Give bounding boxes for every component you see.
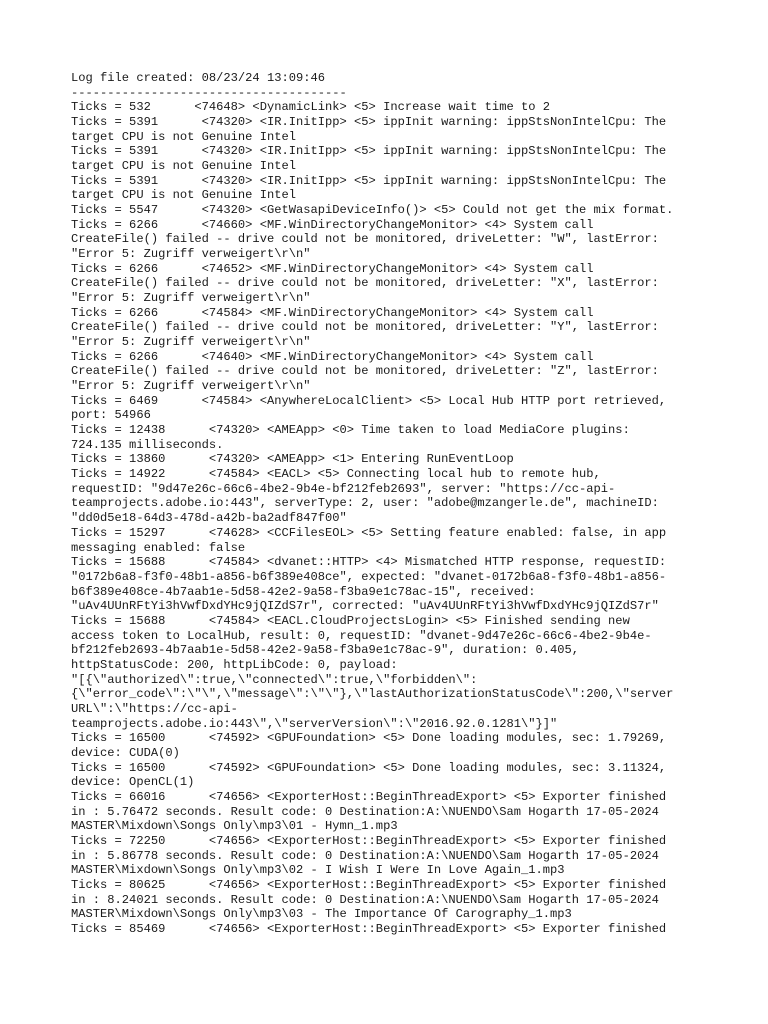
log-line: Ticks = 5391 <74320> <IR.InitIpp> <5> ippInit warning: ippStsNonIntelCpu: The — [71, 173, 667, 188]
log-line: Ticks = 6469 <74584> <AnywhereLocalClient> <5> Local Hub HTTP port retrieved, — [71, 393, 667, 408]
log-line: CreateFile() failed -- drive could not be monitored, driveLetter: "X", lastError: — [71, 276, 659, 291]
log-line: Ticks = 5391 <74320> <IR.InitIpp> <5> ippInit warning: ippStsNonIntelCpu: The — [71, 115, 667, 130]
log-line: in : 5.76472 seconds. Result code: 0 Destination:A:\NUENDO\Sam Hogarth 17-05-2024 — [71, 804, 659, 819]
log-line: "[{\"authorized\":true,\"connected\":true,\"forbidden\": — [71, 672, 478, 687]
log-line: in : 5.86778 seconds. Result code: 0 Destination:A:\NUENDO\Sam Hogarth 17-05-2024 — [71, 848, 659, 863]
log-line: MASTER\Mixdown\Songs Only\mp3\02 - I Wish I Were In Love Again_1.mp3 — [71, 863, 565, 878]
log-line: target CPU is not Genuine Intel — [71, 129, 296, 144]
log-line: "uAv4UUnRFtYi3hVwfDxdYHc9jQIZdS7r", corrected: "uAv4UUnRFtYi3hVwfDxdYHc9jQIZdS7r" — [71, 599, 659, 614]
log-line: Ticks = 85469 <74656> <ExporterHost::BeginThreadExport> <5> Exporter finished — [71, 921, 667, 936]
log-line: MASTER\Mixdown\Songs Only\mp3\01 - Hymn_1.mp3 — [71, 819, 398, 834]
log-line: 724.135 milliseconds. — [71, 437, 224, 452]
log-line: access token to LocalHub, result: 0, requestID: "dvanet-9d47e26c-66c6-4be2-9b4e- — [71, 628, 652, 643]
log-line: Ticks = 15688 <74584> <dvanet::HTTP> <4> Mismatched HTTP response, requestID: — [71, 555, 667, 570]
log-line: Ticks = 80625 <74656> <ExporterHost::BeginThreadExport> <5> Exporter finished — [71, 877, 667, 892]
log-line: in : 8.24021 seconds. Result code: 0 Destination:A:\NUENDO\Sam Hogarth 17-05-2024 — [71, 892, 659, 907]
log-line: Ticks = 6266 <74640> <MF.WinDirectoryChangeMonitor> <4> System call — [71, 349, 594, 364]
log-line: "Error 5: Zugriff verweigert\r\n" — [71, 247, 311, 262]
log-line: MASTER\Mixdown\Songs Only\mp3\03 - The Importance Of Carography_1.mp3 — [71, 907, 572, 922]
log-document — [71, 71, 761, 937]
log-line: Ticks = 14922 <74584> <EACL> <5> Connecting local hub to remote hub, — [71, 467, 601, 482]
log-line: Ticks = 532 <74648> <DynamicLink> <5> Increase wait time to 2 — [71, 100, 550, 115]
log-line: device: OpenCL(1) — [71, 775, 195, 790]
log-line: {\"error_code\":\"\",\"message\":\"\"},\"lastAuthorizationStatusCode\":200,\"server — [71, 687, 674, 702]
log-line: Ticks = 12438 <74320> <AMEApp> <0> Time taken to load MediaCore plugins: — [71, 423, 630, 438]
log-line: Ticks = 16500 <74592> <GPUFoundation> <5> Done loading modules, sec: 1.79269, — [71, 731, 667, 746]
log-line: requestID: "9d47e26c-66c6-4be2-9b4e-bf212feb2693", server: "https://cc-api- — [71, 481, 616, 496]
log-line: CreateFile() failed -- drive could not be monitored, driveLetter: "Z", lastError: — [71, 364, 659, 379]
log-line: Ticks = 5391 <74320> <IR.InitIpp> <5> ippInit warning: ippStsNonIntelCpu: The — [71, 144, 667, 159]
log-line: "0172b6a8-f3f0-48b1-a856-b6f389e408ce", expected: "dvanet-0172b6a8-f3f0-48b1-a856- — [71, 569, 667, 584]
log-line: Ticks = 6266 <74660> <MF.WinDirectoryChangeMonitor> <4> System call — [71, 217, 594, 232]
log-line: b6f389e408ce-4b7aab1e-5d58-42e2-9a58-f3ba9e1c78ac-15", received: — [71, 584, 536, 599]
log-line: bf212feb2693-4b7aab1e-5d58-42e2-9a58-f3ba9e1c78ac-9", duration: 0.405, — [71, 643, 580, 658]
log-line: "Error 5: Zugriff verweigert\r\n" — [71, 335, 311, 350]
log-line: messaging enabled: false — [71, 540, 246, 555]
log-line: Ticks = 6266 <74652> <MF.WinDirectoryChangeMonitor> <4> System call — [71, 261, 594, 276]
log-line: Ticks = 72250 <74656> <ExporterHost::BeginThreadExport> <5> Exporter finished — [71, 833, 667, 848]
log-line: Ticks = 15688 <74584> <EACL.CloudProjectsLogin> <5> Finished sending new — [71, 613, 630, 628]
log-line: device: CUDA(0) — [71, 745, 180, 760]
log-separator-line: -------------------------------------- — [71, 85, 347, 100]
log-line: teamprojects.adobe.io:443\",\"serverVersion\":\"2016.92.0.1281\"}]" — [71, 716, 558, 731]
log-line: Ticks = 66016 <74656> <ExporterHost::BeginThreadExport> <5> Exporter finished — [71, 789, 667, 804]
log-line: CreateFile() failed -- drive could not be monitored, driveLetter: "W", lastError: — [71, 232, 659, 247]
log-line: "Error 5: Zugriff verweigert\r\n" — [71, 291, 311, 306]
log-line: Ticks = 6266 <74584> <MF.WinDirectoryChangeMonitor> <4> System call — [71, 305, 594, 320]
log-line: URL\":\"https://cc-api- — [71, 701, 238, 716]
log-line: httpStatusCode: 200, httpLibCode: 0, payload: — [71, 657, 398, 672]
log-line: teamprojects.adobe.io:443", serverType: 2, user: "adobe@mzangerle.de", machineID: — [71, 496, 659, 511]
log-line: Ticks = 16500 <74592> <GPUFoundation> <5> Done loading modules, sec: 3.11324, — [71, 760, 667, 775]
log-line: Ticks = 13860 <74320> <AMEApp> <1> Entering RunEventLoop — [71, 452, 514, 467]
log-line: target CPU is not Genuine Intel — [71, 159, 296, 174]
log-header-line: Log file created: 08/23/24 13:09:46 — [71, 71, 326, 85]
log-line: CreateFile() failed -- drive could not be monitored, driveLetter: "Y", lastError: — [71, 320, 659, 335]
log-body — [71, 71, 761, 937]
log-line: "Error 5: Zugriff verweigert\r\n" — [71, 379, 311, 394]
log-line: Ticks = 5547 <74320> <GetWasapiDeviceInfo()> <5> Could not get the mix format. — [71, 203, 674, 218]
log-line: target CPU is not Genuine Intel — [71, 188, 296, 203]
log-line: Ticks = 15297 <74628> <CCFilesEOL> <5> Setting feature enabled: false, in app — [71, 525, 667, 540]
log-line: port: 54966 — [71, 408, 151, 423]
log-line: "dd0d5e18-64d3-478d-a42b-ba2adf847f00" — [71, 511, 347, 526]
